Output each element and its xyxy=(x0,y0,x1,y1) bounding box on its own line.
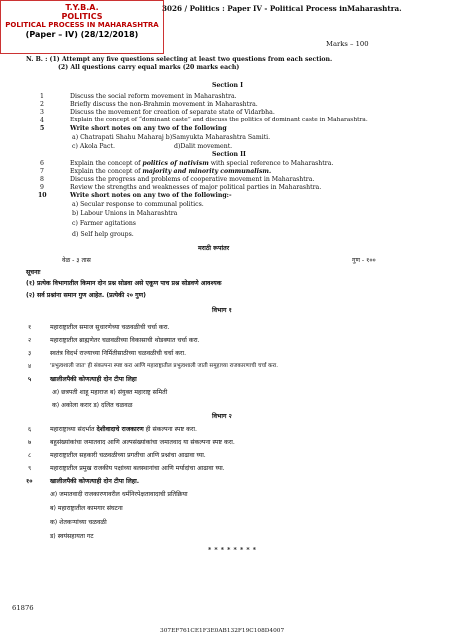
marathi-question-10: खालीलपैकी कोणत्याही दोन टीपा लिहा. xyxy=(50,478,140,485)
marathi-question-10-option-c: क) शेतकऱ्यांच्या चळवळी xyxy=(50,519,107,526)
question-6 xyxy=(70,160,333,167)
marathi-title: मराठी रूपांतर xyxy=(198,245,230,252)
document-hash: 307EF761CE1F3E0AB132F19C108D4007 xyxy=(160,628,285,634)
question-6-post: with special reference to Maharashtra. xyxy=(208,160,334,167)
section-2-title: Section II xyxy=(212,151,246,158)
question-2: Briefly discuss the non-Brahmin movement in Maharashtra. xyxy=(70,101,258,108)
marathi-question-8: महाराष्ट्रातील सहकारी चळवळीच्या प्रगतीचा आणि प्रश्नांचा आढावा घ्या. xyxy=(50,452,206,459)
question-8: Discuss the progress and problems of cooperative movement in Maharashtra. xyxy=(70,176,315,183)
marathi-question-2: महाराष्ट्रातील ब्राह्मणेतर चळवळीच्या विकासाची थोडक्यात चर्चा करा. xyxy=(50,337,200,344)
question-number: २ xyxy=(28,337,32,344)
question-number: १० xyxy=(26,478,33,485)
question-number: 5 xyxy=(40,125,45,132)
question-number: ४ xyxy=(28,363,32,370)
question-number: 4 xyxy=(40,117,44,124)
marathi-question-6 xyxy=(50,424,197,433)
question-5: Write short notes on any two of the following xyxy=(70,125,227,132)
question-10: Write short notes on any two of the following:- xyxy=(70,192,232,199)
question-number: 6 xyxy=(40,160,44,167)
question-1: Discuss the social reform movement in Maharashtra. xyxy=(70,93,237,100)
marathi-section-1-title: विभाग १ xyxy=(212,307,232,314)
question-3: Discuss the movement for creation of separate state of Vidarbha. xyxy=(70,109,275,116)
marathi-question-7: बहुसंख्यांकांचा जमातवाद आणि अल्पसंख्यांकांचा जमातवाद या संकल्पना स्पष्ट करा. xyxy=(50,439,235,446)
question-6-emphasis: politics of nativism xyxy=(142,160,209,167)
marathi-question-1: महाराष्ट्रातील समाज सुधारणेच्या चळवळीची चर्चा करा. xyxy=(50,324,170,331)
section-1-title: Section I xyxy=(212,82,244,89)
question-7-pre: Explain the concept of xyxy=(70,168,143,175)
instruction-1: N. B. : (1) Attempt any five questions selecting at least two questions from each section. xyxy=(26,56,333,63)
question-7 xyxy=(70,168,271,175)
question-number: ६ xyxy=(28,426,32,433)
question-number: ५ xyxy=(28,376,32,383)
page-code: 61876 xyxy=(12,604,34,612)
marathi-instruction-1: (१) प्रत्येक विभागातील किमान दोन प्रश्न सोडवा असे एकूण पाच प्रश्न सोडवणे आवश्यक xyxy=(26,280,222,287)
total-marks: Marks – 100 xyxy=(326,40,369,48)
marathi-question-4: 'प्रभुत्वशाली जात' ही संकल्पना स्पष्ट करा आणि महाराष्ट्रातील प्रभुत्वशाली जाती समूहाच्या राजकारणाची चर्चा करा. xyxy=(50,363,278,369)
question-10-option-d: d) Self help groups. xyxy=(72,231,134,238)
question-6-pre: Explain the concept of xyxy=(70,160,143,167)
question-10-option-b: b) Labour Unions in Maharashtra xyxy=(72,210,178,217)
question-9: Review the strengths and weaknesses of major political parties in Maharashtra. xyxy=(70,184,322,191)
question-10-option-a: a) Secular response to communal politics. xyxy=(72,201,204,208)
marathi-question-5: खालीलपैकी कोणत्याही दोन टीपा लिहा xyxy=(50,376,137,383)
exam-stamp xyxy=(0,0,164,54)
question-number: ७ xyxy=(28,439,32,446)
marathi-question-10-option-b: ब) महाराष्ट्रातील कामगार संघटना xyxy=(50,505,123,512)
instruction-2: (2) All questions carry equal marks (20 marks each) xyxy=(58,64,240,71)
question-10-option-c: c) Farmer agitations xyxy=(72,220,136,227)
question-5-option-c: c) Akola Pact. xyxy=(72,143,115,150)
marathi-question-6-post: ही संकल्पना स्पष्ट करा. xyxy=(143,426,197,433)
marathi-marks: गुण - १०० xyxy=(352,257,376,264)
question-4: Explain the concept of “dominant caste” and discuss the politics of dominant caste in Maharashtra. xyxy=(70,117,368,123)
stamp-paper-title: POLITICAL PROCESS IN MAHARASHTRA xyxy=(5,21,159,29)
question-number: 9 xyxy=(40,184,44,191)
question-5-options-ab: a) Chatrapati Shahu Maharaj b)Samyukta Maharashtra Samiti. xyxy=(72,134,271,141)
marathi-question-6-pre: महाराष्ट्राच्या संदर्भात xyxy=(50,426,97,433)
marathi-question-10-option-a: अ) जमातवादी राजकारणावरील धर्मनिरपेक्षतावादाची प्रतिक्रिया xyxy=(50,491,188,498)
stamp-paper-date: (Paper – IV) (28/12/2018) xyxy=(25,30,139,39)
question-number: 3 xyxy=(40,109,44,116)
marathi-time: वेळ - ३ तास xyxy=(62,257,91,264)
marathi-question-6-emphasis: देशीवादाचे राजकारण xyxy=(96,426,144,433)
question-5-option-d: d)Dalit movement. xyxy=(174,143,233,150)
stamp-subject: POLITICS xyxy=(61,12,103,21)
marathi-question-3: स्वतंत्र विदर्भ राज्याच्या निर्मितीसाठीच्या चळवळीची चर्चा करा. xyxy=(50,350,187,357)
marathi-section-2-title: विभाग २ xyxy=(212,413,232,420)
question-number: ३ xyxy=(28,350,32,357)
marathi-instructions-head: सूचनाः xyxy=(26,269,41,276)
question-number: 7 xyxy=(40,168,44,175)
end-stars: * * * * * * * * xyxy=(208,547,257,554)
question-number: 8 xyxy=(40,176,44,183)
marathi-question-9: महाराष्ट्रातील प्रमुख राजकीय पक्षांच्या बलस्थानांचा आणि मर्यादांचा आढावा घ्या. xyxy=(50,465,225,472)
marathi-question-10-option-d: ड) स्वयंसहायता गट xyxy=(50,533,94,540)
question-number: 2 xyxy=(40,101,44,108)
marathi-question-5-options-ab: अ) छत्रपती शाहू महाराज ब) संयुक्त महाराष्ट्र समिती xyxy=(52,389,168,396)
question-number: ८ xyxy=(28,452,32,459)
marathi-instruction-2: (२) सर्व प्रश्नांना समान गुण आहेत. (प्रत्येकी २० गुण) xyxy=(26,292,146,299)
paper-title: 3026 / Politics : Paper IV - Political Process inMaharashtra. xyxy=(162,4,402,13)
question-7-emphasis: majority and minority communalism. xyxy=(142,168,272,175)
question-number: 1 xyxy=(40,93,44,100)
question-number: 10 xyxy=(38,192,47,199)
marathi-question-5-options-cd: क) अकोला करार ड) दलित चळवळ xyxy=(52,402,133,409)
stamp-class: T.Y.B.A. xyxy=(65,3,99,12)
question-number: ९ xyxy=(28,465,32,472)
question-number: १ xyxy=(28,324,32,331)
